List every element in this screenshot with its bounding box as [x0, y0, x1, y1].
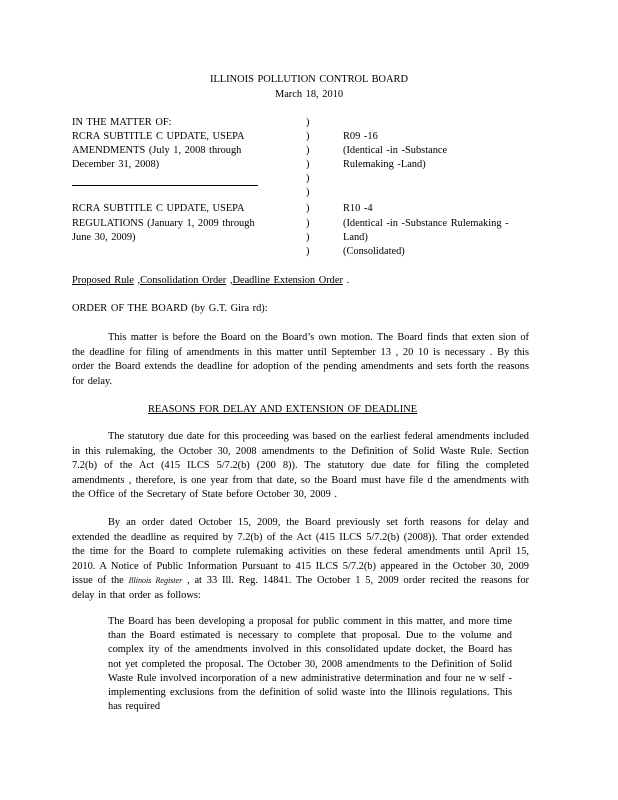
docket-r09-number: R09 -16 [343, 131, 378, 142]
case1-line1: RCRA SUBTITLE C UPDATE, USEPA [72, 131, 245, 142]
case1-line3: December 31, 2008) [72, 159, 160, 170]
caption-paren: ) [306, 232, 310, 243]
case2-line2: REGULATIONS (January 1, 2009 through [72, 218, 255, 229]
caption-divider [72, 185, 258, 186]
consolidation-order-label: Consolidation Order [140, 275, 227, 286]
case2-line1: RCRA SUBTITLE C UPDATE, USEPA [72, 203, 245, 214]
caption-paren: ) [306, 117, 310, 128]
docket-r09-desc1: (Identical -in -Substance [343, 145, 448, 156]
caption-paren: ) [306, 246, 310, 257]
docket-r10-desc1: (Identical -in -Substance Rulemaking - [343, 218, 509, 229]
prior-order-text-b: , at 33 Ill. Reg. 14841. The October 1 5, 2009 order recited the reasons for delay in that order as follows: [72, 575, 530, 601]
proposed-rule-label: Proposed Rule [72, 275, 134, 286]
caption-paren: ) [306, 145, 310, 156]
proposed-rule-line [72, 275, 349, 287]
block-quote: The Board has been developing a proposal for public comment in this matter, and more time than the Board estimated is necessary to complete that proposal. Due to the volume and complex ity of the amendments involved in this consolidated update docket, the Board has not yet completed the proposal. The October 30, 2008 amendments to the Definition of Solid Waste Rule involved incorporation of a new administrative determination and four ne w self -implementing exclusions from the definition of solid waste into the Illinois regulations. This has required [108, 616, 512, 713]
caption-paren: ) [306, 173, 310, 184]
proposed-sep: , [133, 275, 141, 286]
proposed-sep: , [226, 275, 233, 286]
docket-r10-number: R10 -4 [343, 203, 373, 214]
paragraph-intro: This matter is before the Board on the Board’s own motion. The Board finds that exten sion of the deadline for filing of amendments in this matter until September 13 , 20 10 is necessary . By this order the Board extends the deadline for adoption of the pending amendments and sets forth the reasons for delay. [72, 332, 529, 387]
caption-paren: ) [306, 159, 310, 170]
paragraph-statutory: The statutory due date for this proceeding was based on the earliest federal amendments included in this rulemaking, the October 30, 2008 amendments to the Definition of Solid Waste Rule. Section 7.2(b) of the Act (415 ILCS 5/7.2(b) (200 8)). The statutory due date for filing the completed amendments , therefore, is one year from that date, so the Board must have file d the amendments with the Office of the Secretary of State before October 30, 2009 . [72, 431, 529, 501]
section-heading-reasons: REASONS FOR DELAY AND EXTENSION OF DEADLINE [148, 404, 418, 415]
docket-r10-desc2: Land) [343, 232, 368, 243]
document-date: March 18, 2010 [274, 89, 344, 100]
order-of-board: ORDER OF THE BOARD (by G.T. Gira rd): [72, 303, 268, 314]
document-title: ILLINOIS POLLUTION CONTROL BOARD [209, 74, 408, 85]
case2-line3: June 30, 2009) [72, 232, 136, 243]
caption-paren: ) [306, 131, 310, 142]
illinois-register-title: Illinois Register [128, 576, 183, 586]
case1-line2: AMENDMENTS (July 1, 2008 through [72, 145, 242, 156]
docket-r10-desc3: (Consolidated) [343, 246, 405, 257]
proposed-end: . [342, 275, 350, 286]
caption-paren: ) [306, 187, 310, 198]
caption-paren: ) [306, 218, 310, 229]
paragraph-prior-order [72, 516, 529, 604]
caption-matter: IN THE MATTER OF: [72, 117, 172, 128]
caption-paren: ) [306, 203, 310, 214]
docket-r09-desc2: Rulemaking -Land) [343, 159, 426, 170]
prior-order-text-a: By an order dated October 15, 2009, the Board previously set forth reasons for delay and extended the deadline as required by 7.2(b) of the Act (415 ILCS 5/7.2(b) (2008)). That order extended the time for the Board to complete rulemaking activities on these federal amendments until April 15, 2010. A Notice of Public Information Pursuant to 415 ILCS 5/7.2(b) appeared in the October 30, 2009 issue of the [72, 517, 529, 587]
deadline-extension-label: Deadline Extension Order [232, 275, 343, 286]
